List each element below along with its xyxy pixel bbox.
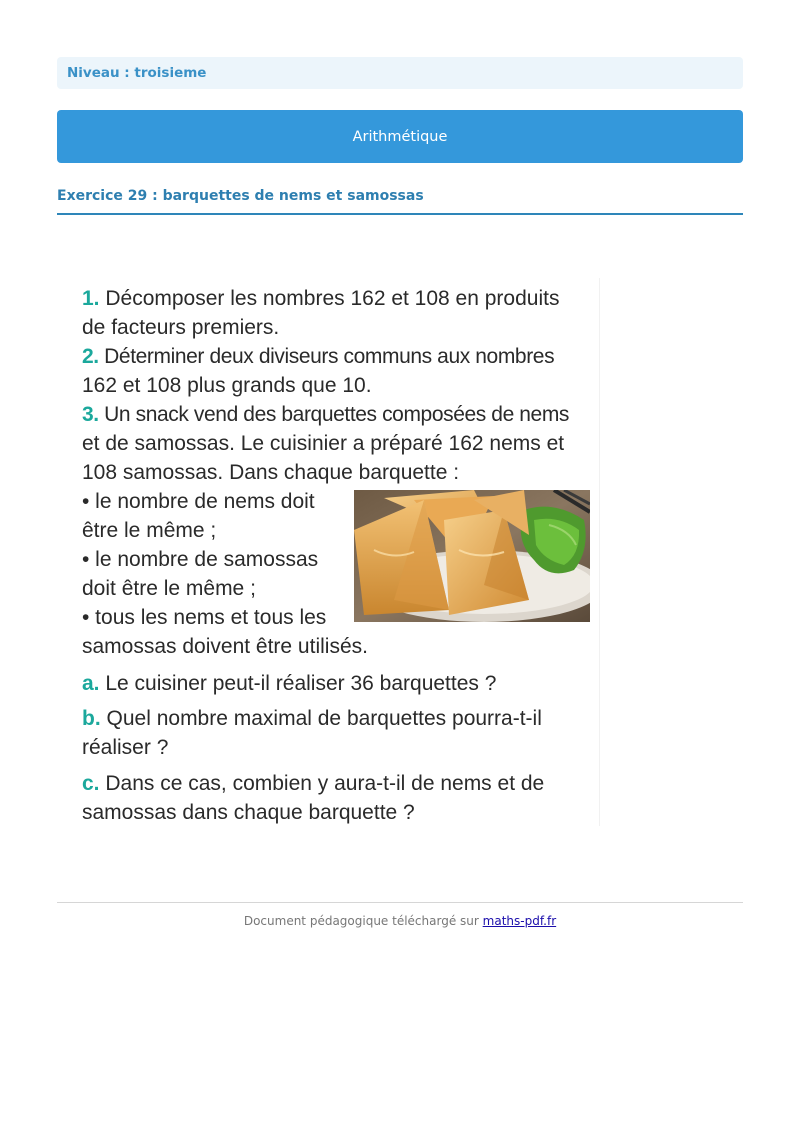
- footer-prefix: Document pédagogique téléchargé sur: [243, 914, 479, 928]
- bullet-1-line-1: • le nombre de nems doit: [82, 490, 315, 513]
- footer-link[interactable]: maths-pdf.fr: [482, 914, 557, 928]
- bullet-1-line-2: être le même ;: [82, 519, 217, 542]
- samosa-photo: [354, 490, 590, 622]
- samosa-illustration: [354, 490, 590, 622]
- topic-title: Arithmétique: [352, 128, 448, 145]
- question-c-line-1: c. Dans ce cas, combien y aura-t-il de nems et de: [82, 772, 545, 795]
- question-2-line-2: 162 et 108 plus grands que 10.: [82, 374, 372, 397]
- question-c-line-2: samossas dans chaque barquette ?: [82, 801, 415, 824]
- level-banner: [57, 57, 743, 89]
- question-3-line-1: 3. Un snack vend des barquettes composées de nems: [82, 403, 570, 426]
- bullet-3-line-1: • tous les nems et tous les: [82, 606, 327, 629]
- footer-divider: [57, 902, 743, 903]
- question-1-line-1: 1. Décomposer les nombres 162 et 108 en produits: [82, 287, 560, 310]
- question-1-line-2: de facteurs premiers.: [82, 316, 280, 339]
- question-b-line-1: b. Quel nombre maximal de barquettes pourra-t-il: [82, 707, 542, 730]
- exercise-statement: [70, 278, 600, 826]
- footer: [0, 914, 800, 928]
- exercise-title: Exercice 29 : barquettes de nems et samossas: [57, 188, 424, 204]
- bullet-2-line-1: • le nombre de samossas: [82, 548, 319, 571]
- bullet-2-line-2: doit être le même ;: [82, 577, 256, 600]
- bullet-3-line-2: samossas doivent être utilisés.: [82, 635, 368, 658]
- level-label: Niveau : troisieme: [67, 65, 207, 81]
- question-3-line-3: 108 samossas. Dans chaque barquette :: [82, 461, 460, 484]
- question-3-line-2: et de samossas. Le cuisinier a préparé 162 nems et: [82, 432, 565, 455]
- question-a: a. Le cuisiner peut-il réaliser 36 barquettes ?: [82, 672, 497, 695]
- question-2-line-1: 2. Déterminer deux diviseurs communs aux nombres: [82, 345, 555, 368]
- question-b-line-2: réaliser ?: [82, 736, 169, 759]
- exercise-heading: [57, 185, 743, 215]
- topic-banner: [57, 110, 743, 163]
